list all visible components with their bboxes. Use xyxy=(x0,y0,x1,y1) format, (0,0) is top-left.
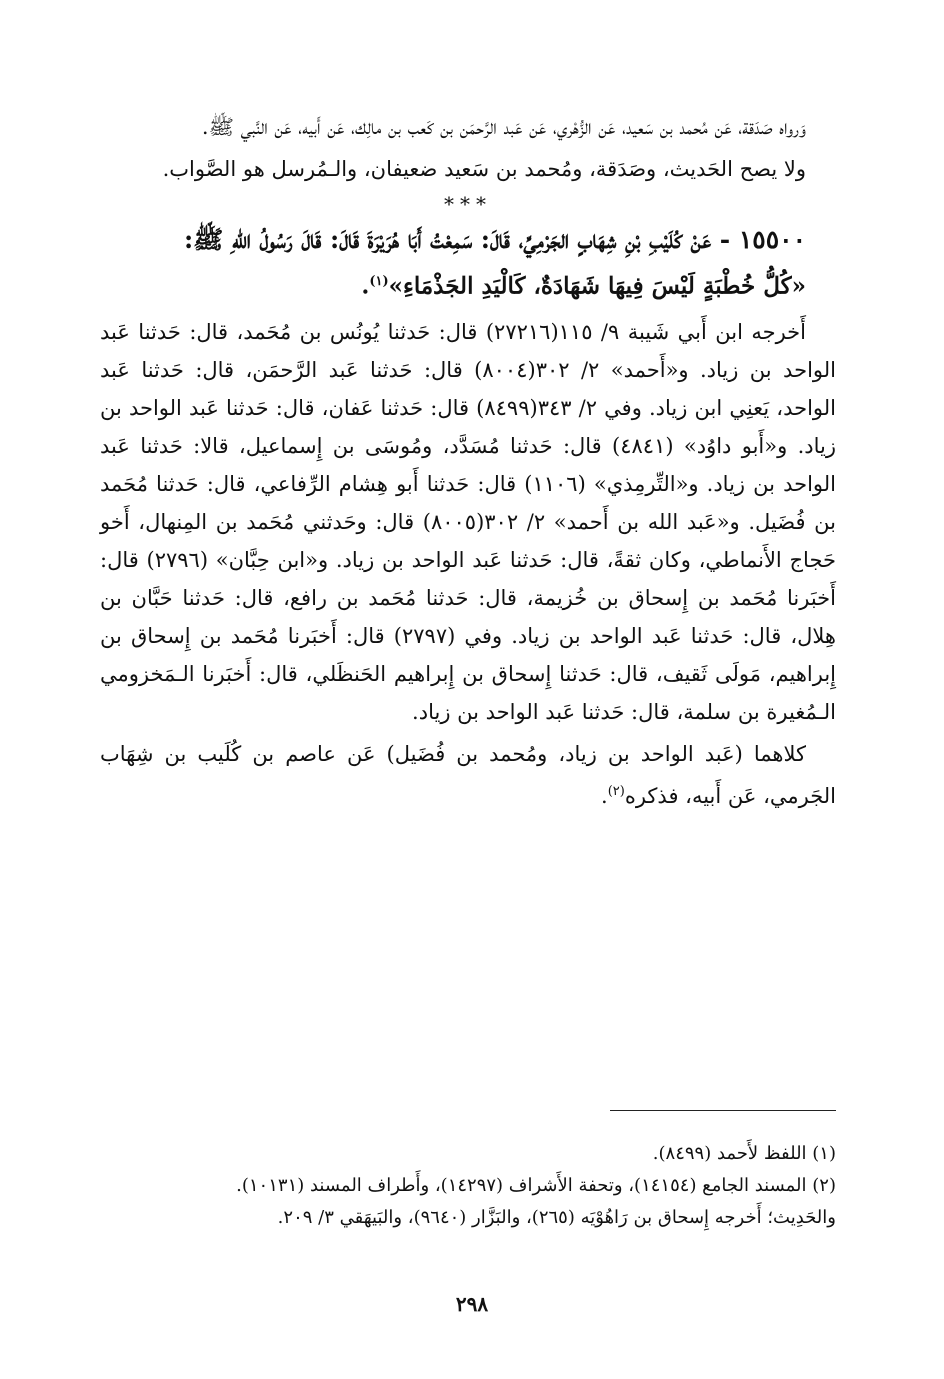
hadith-text-body: «كُلُّ خُطْبَةٍ لَيْسَ فِيهَا شَهَادَةٌ، كَالْيَدِ الجَذْمَاءِ» xyxy=(388,272,806,300)
paragraph-hukm: ولا يصح الحَديث، وصَدَقة، ومُحمد بن سَعيد ضعيفان، والـمُرسل هو الصَّواب. xyxy=(162,157,806,181)
footnotes xyxy=(100,1138,836,1234)
main-text xyxy=(100,108,836,819)
footnote-2: (٢) المسند الجامع (١٤١٥٤)، وتحفة الأَشراف (١٤٢٩٧)، وأَطراف المسند (١٠١٣١). xyxy=(236,1175,836,1196)
footnote-ref-2: (٢) xyxy=(607,783,625,799)
paragraph-riwaya: وَرواه صَدَقة، عَن مُحمد بن سَعيد، عَن الزُّهْري، عَن عَبد الرَّحمَن بن كَعب بن مالِك، عَن أَبيه، عَن النَّبي ﷺ. xyxy=(201,115,806,139)
paragraph-summary xyxy=(100,735,836,815)
hadith-heading: ١٥٥٠٠ - عَنْ كُلَيْبِ بْنِ شِهَابٍ الجَرْمِيِّ، قَالَ: سَمِعْتُ أَبَا هُرَيْرَةَ قَالَ: قَالَ رَسُولُ اللهِ ﷺ: xyxy=(183,225,806,254)
footnote-2-continued: والحَدِيث؛ أَخرجه إِسحاق بن رَاهُوْيَه (٢٦٥)، والبَزَّار (٩٦٤٠)، والبَيهَقي ٣/ ٢٠٩. xyxy=(277,1207,836,1228)
hadith-text: «كُلُّ خُطْبَةٍ لَيْسَ فِيهَا شَهَادَةٌ، كَالْيَدِ الجَذْمَاءِ»$^{(١)}$. xyxy=(361,272,806,300)
summary-end: . xyxy=(601,783,608,808)
page-number: ٢٩٨ xyxy=(455,1292,489,1316)
footnote-1: (١) اللفظ لأَحمد (٨٤٩٩). xyxy=(652,1143,836,1164)
summary-text: كلاهما (عَبد الواحد بن زياد، ومُحمد بن فُضَيل) عَن عاصم بن كُلَيب بن شِهَاب الجَرمي، عَن أَبيه، فذكره xyxy=(100,741,836,808)
footnote-divider xyxy=(610,1110,836,1111)
footnote-ref-1: (١) xyxy=(369,274,389,289)
section-separator: *** xyxy=(444,192,492,216)
paragraph-takhrij: أَخرجه ابن أَبي شَيبة ٩/ ١١٥(٢٧٢١٦) قال: حَدثنا يُونُس بن مُحَمد، قال: حَدثنا عَبد الواحد بن زياد. و«أَحمد» ٢/ ٣٠٢(٨٠٠٤) قال: حَدثنا عَبد الرَّحمَن، قال: حَدثنا عَبد الواحد، يَعنِي ابن زياد. وفي ٢/ ٣٤٣(٨٤٩٩) قال: حَدثنا عَفان، قال: حَدثنا عَبد الواحد بن زياد. و«أَبو داوُد» (٤٨٤١) قال: حَدثنا مُسَدَّد، ومُوسَى بن إِسماعيل، قالا: حَدثنا عَبد الواحد بن زياد. و«التِّرمِذي» (١١٠٦) قال: حَدثنا أَبو هِشام الرِّفاعي، قال: حَدثنا مُحَمد بن فُضَيل. و«عَبد الله بن أَحمد» ٢/ ٣٠٢(٨٠٠٥) قال: وحَدثني مُحَمد بن المِنهال، أَخو حَجاج الأَنماطي، وكان ثقةً، قال: حَدثنا عَبد الواحد بن زياد. و«ابن حِبَّان» (٢٧٩٦) قال: أَخبَرنا مُحَمد بن إِسحاق بن خُزيمة، قال: حَدثنا مُحَمد بن رافع، قال: حَدثنا حَبَّان بن هِلال، قال: حَدثنا عَبد الواحد بن زياد. وفي (٢٧٩٧) قال: أَخبَرنا مُحَمد بن إِسحاق بن إِبراهيم، مَولَى ثَقيف، قال: حَدثنا إِسحاق بن إِبراهيم الحَنظَلي، قال: أَخبَرنا الـمَخزومي الـمُغيرة بن سلمة، قال: حَدثنا عَبد الواحد بن زياد. xyxy=(100,319,836,724)
